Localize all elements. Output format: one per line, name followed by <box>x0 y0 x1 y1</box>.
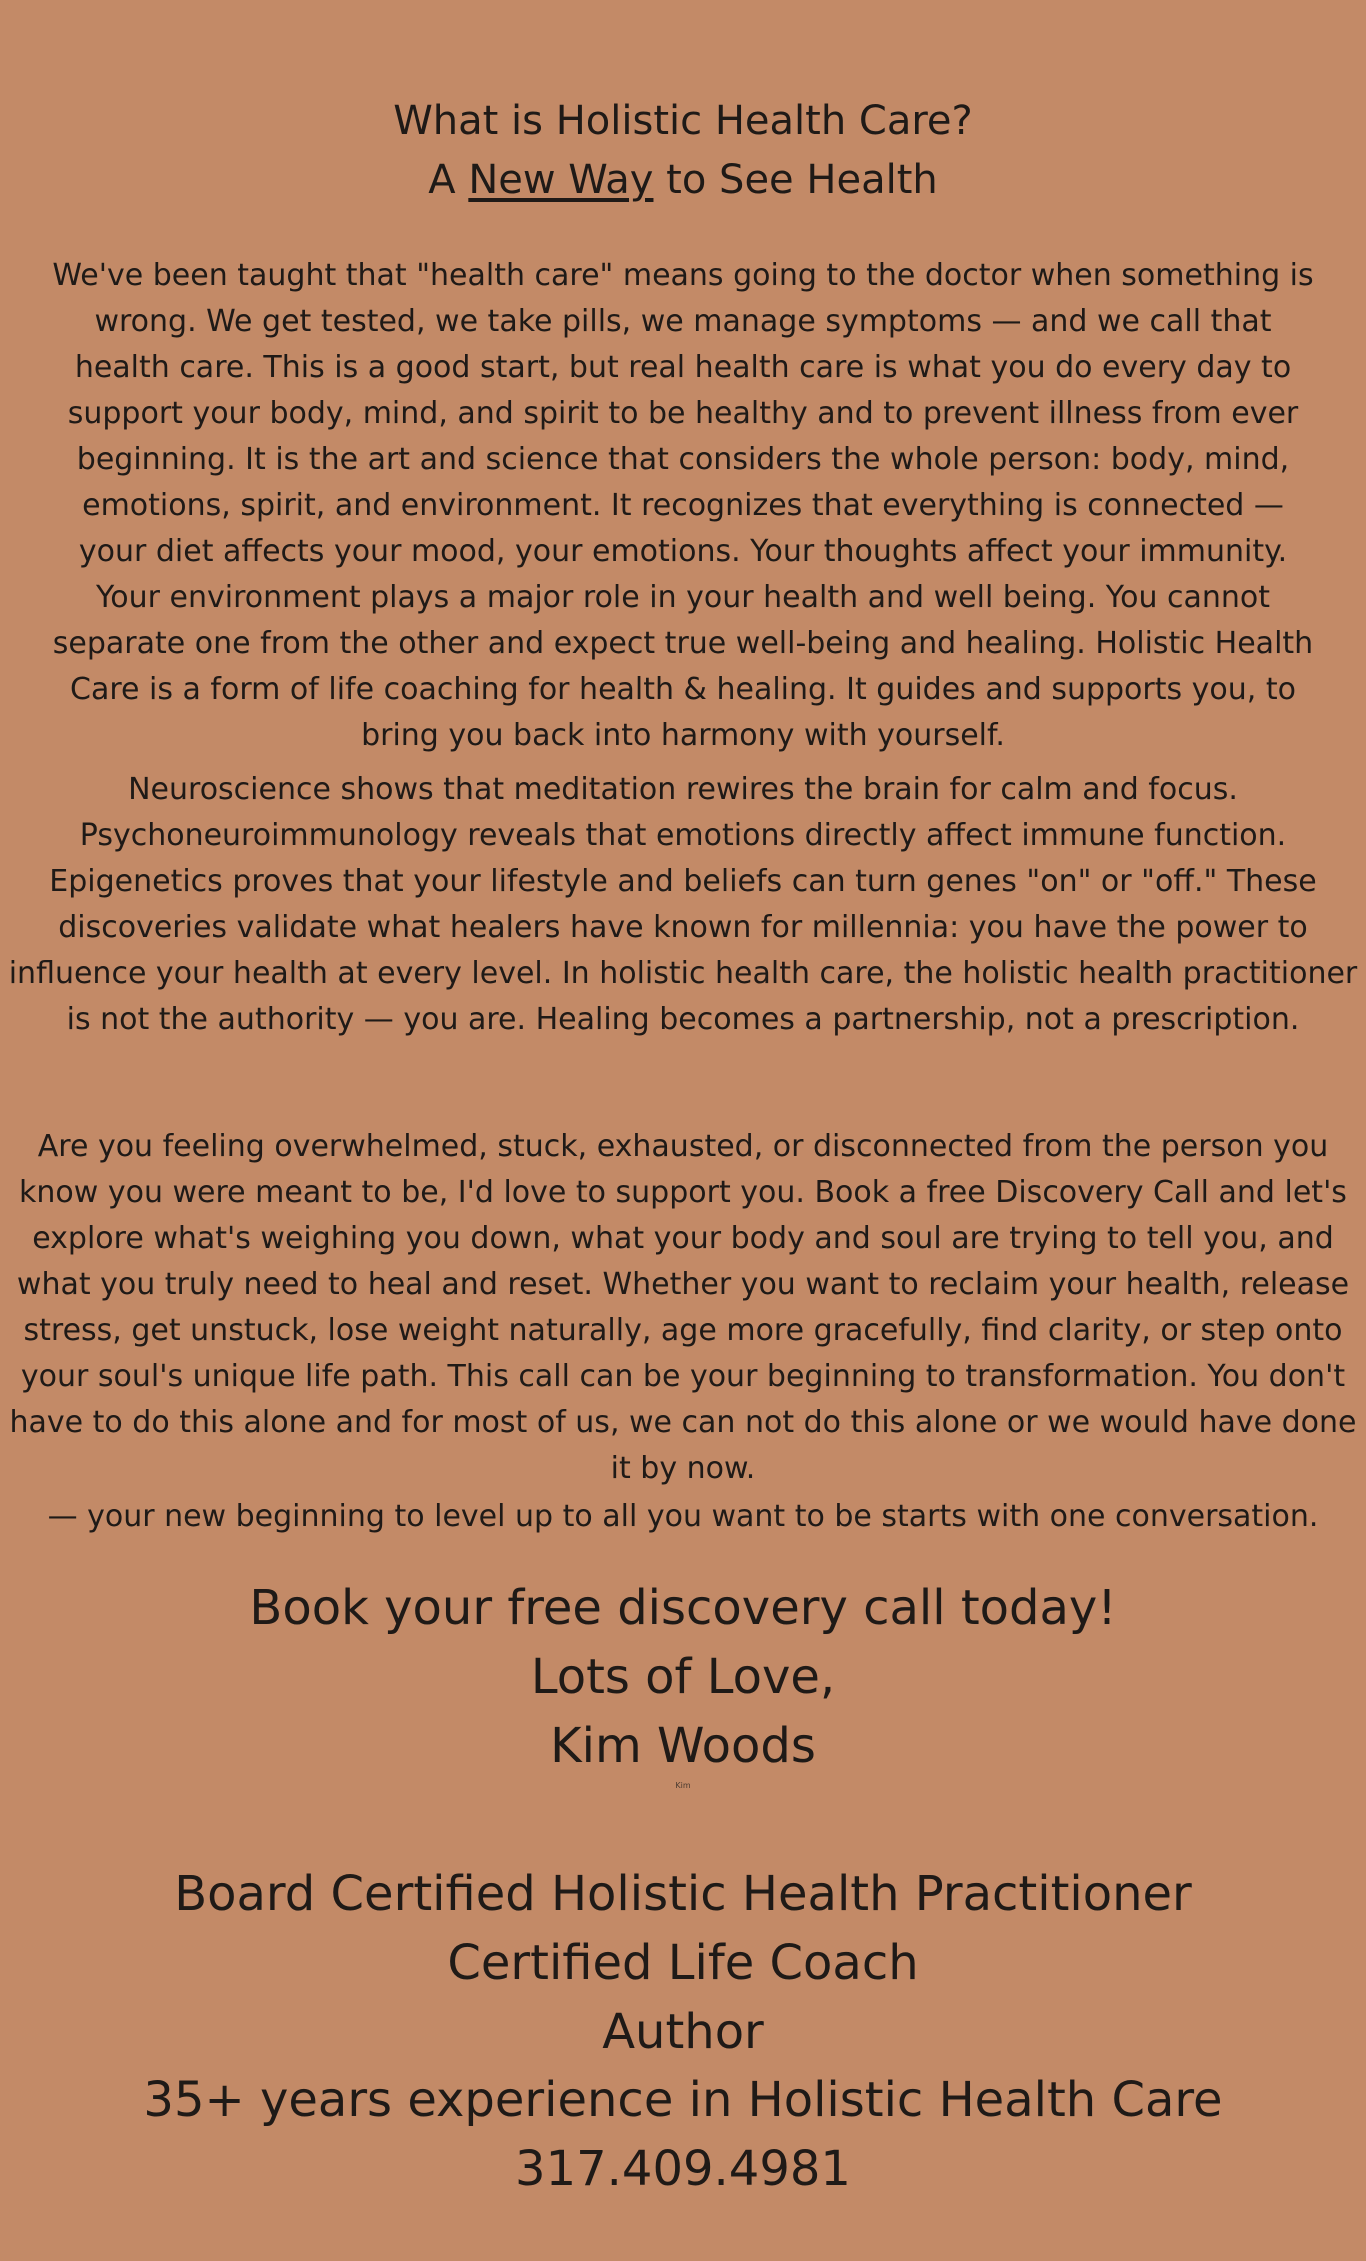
author-name: Kim Woods <box>550 1718 816 1774</box>
credential-board-certified: Board Certified Holistic Health Practitioner <box>174 1866 1192 1922</box>
intro-paragraph: We've been taught that "health care" means going to the doctor when something is wrong. We get tested, we take pills, we manage symptoms — and we call that health care. This is a good start, but real health care is what you do every day to support your body, mind, and spirit to be healthy and to prevent illness from ever beginning. It is the art and science that considers the whole person: body, mind, emotions, spirit, and environment. It recognizes that everything is connected — your diet affects your mood, your emotions. Your thoughts affect your immunity. Your environment plays a major role in your health and well being. You cannot separate one from the other and expect true well-being and healing. Holistic Health Care is a form of life coaching for health & healing. It guides and supports you, to bring you back into harmony with yourself. <box>52 258 1314 753</box>
phone-number[interactable]: 317.409.4981 <box>515 2141 851 2197</box>
science-paragraph: Neuroscience shows that meditation rewires the brain for calm and focus. Psychoneuroimmunology reveals that emotions directly affect immune function. Epigenetics proves that your lifestyle and beliefs can turn genes "on" or "off." These discoveries validate what healers have known for millennia: you have the power to influence your health at every level. In holistic health care, the holistic health practitioner is not the authority — you are. Healing becomes a partnership, not a prescription. <box>8 772 1358 1037</box>
signoff: Lots of Love, <box>530 1649 836 1705</box>
page-title: What is Holistic Health Care? <box>393 98 973 144</box>
tagline: — your new beginning to level up to all you want to be starts with one conversation. <box>47 1499 1319 1534</box>
new-way-link[interactable]: New Way <box>468 157 654 203</box>
credential-experience: 35+ years experience in Holistic Health Care <box>143 2072 1223 2128</box>
page-subtitle <box>0 151 1366 209</box>
invitation-paragraph: Are you feeling overwhelmed, stuck, exhausted, or disconnected from the person you know you were meant to be, I'd love to support you. Book a free Discovery Call and let's explore what's weighing you down, what your body and soul are trying to tell you, and what you truly need to heal and reset. Whether you want to reclaim your health, release stress, get unstuck, lose weight naturally, age more gracefully, find clarity, or step onto your soul's unique life path. This call can be your beginning to transformation. You don't have to do this alone and for most of us, we can not do this alone or we would have done it by now. <box>9 1129 1357 1486</box>
signature-caption: Kim <box>675 1781 691 1790</box>
book-call-heading: Book your free discovery call today! <box>249 1580 1117 1636</box>
subtitle-prefix: A <box>428 157 469 203</box>
credential-life-coach: Certified Life Coach <box>447 1935 919 1991</box>
credential-author: Author <box>602 2004 764 2060</box>
subtitle-suffix: to See Health <box>653 157 938 203</box>
